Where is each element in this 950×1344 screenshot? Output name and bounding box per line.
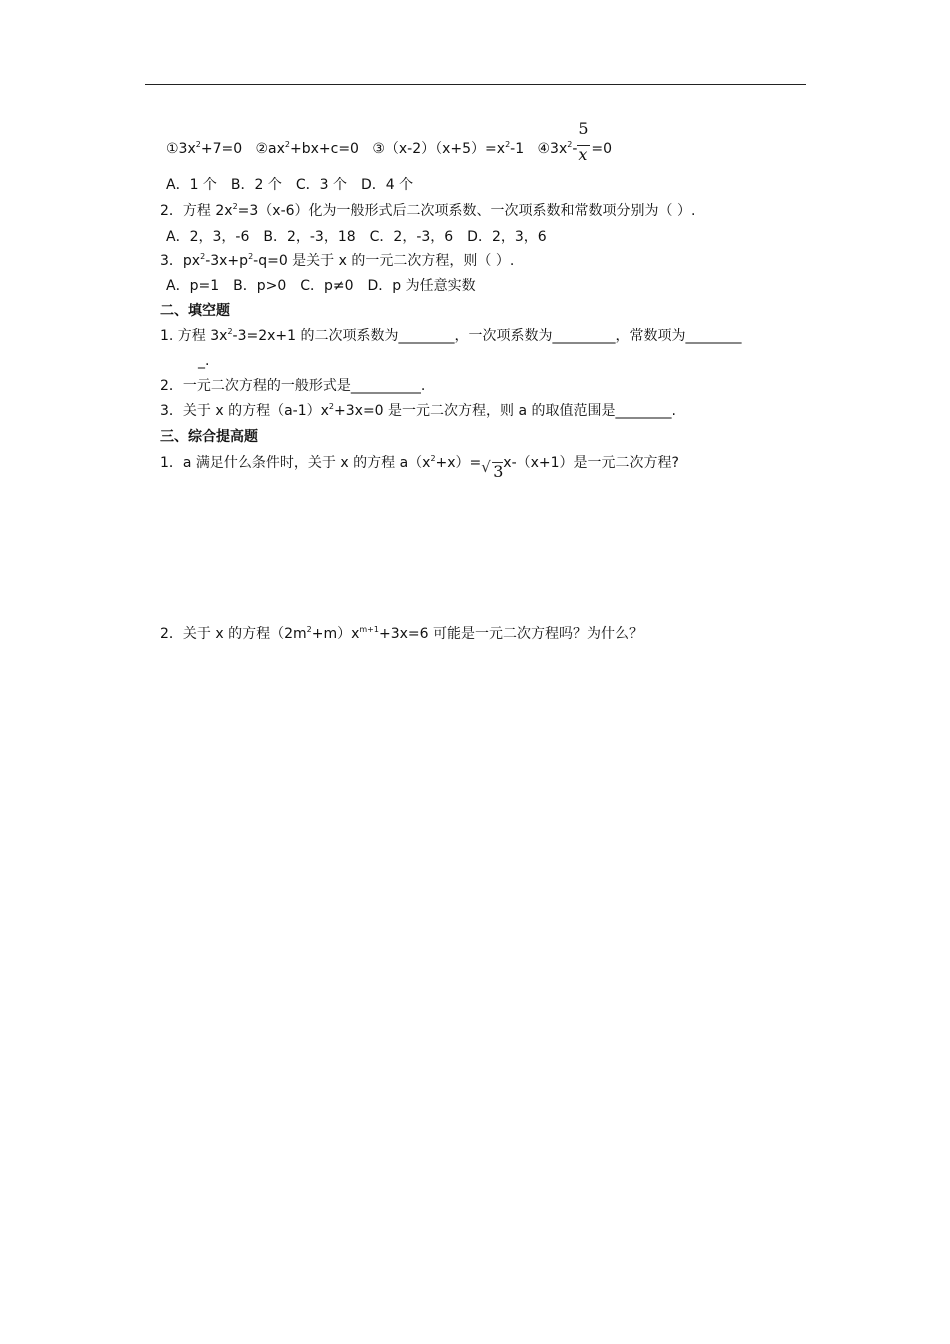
equation-4: $④3x^2-$ $\frac{5}{x}$ =0 xyxy=(537,119,613,164)
q3-text: 3．$px^2-3x+p^2-q=0$ 是关于 x 的一元二次方程，则（ ）. xyxy=(160,252,515,269)
equation-list xyxy=(166,119,613,164)
equation-3: $③(x-2)(x+5)=x^2-1$ xyxy=(372,140,525,157)
q2-text: 2．方程 $2x^2=3(x-6)$化为一般形式后二次项系数、一次项系数和常数项分别为（ ）. xyxy=(160,202,696,219)
q1-options: A．1 个 B．2 个 C．3 个 D．4 个 xyxy=(166,177,414,193)
section-advanced-title: 三、综合提高题 xyxy=(160,429,258,445)
fill1-continuation: _. xyxy=(198,353,210,369)
equation-1: $①3x^2+7=0$ xyxy=(166,140,243,157)
sqrt-3: √ 3 xyxy=(481,458,504,481)
q2-options: A．2，3，-6 B．2，-3，18 C．2，-3，6 D．2，3，6 xyxy=(166,229,547,245)
adv1-text: 1．a 满足什么条件时，关于 x 的方程 $a(x^2+x)=$ √ 3 x-（x+1）是一元二次方程? xyxy=(160,454,679,481)
section-fill-title: 二、填空题 xyxy=(160,303,230,319)
equation-2: $②ax^2+bx+c=0$ xyxy=(255,140,359,157)
fill2-text: 2．一元二次方程的一般形式是__________. xyxy=(160,378,426,394)
header-rule xyxy=(145,84,806,85)
fill1-text: 1. 方程 $3x^2-3=2x+1$ 的二次项系数为________，一次项系数为_________，常数项为________ xyxy=(160,327,742,344)
q3-options: A．p=1 B．p>0 C．p≠0 D．p 为任意实数 xyxy=(166,278,476,294)
fill3-text: 3．关于 x 的方程$(a-1)x^2+3x=0$ 是一元二次方程，则 a 的取值范围是________. xyxy=(160,402,676,419)
fraction-5-over-x: $\frac{5}{x}$ xyxy=(578,119,589,164)
adv2-text: 2．关于 x 的方程$(2m^2+m)x^{m+1}+3x=6$ 可能是一元二次方程吗？为什么？ xyxy=(160,625,643,642)
